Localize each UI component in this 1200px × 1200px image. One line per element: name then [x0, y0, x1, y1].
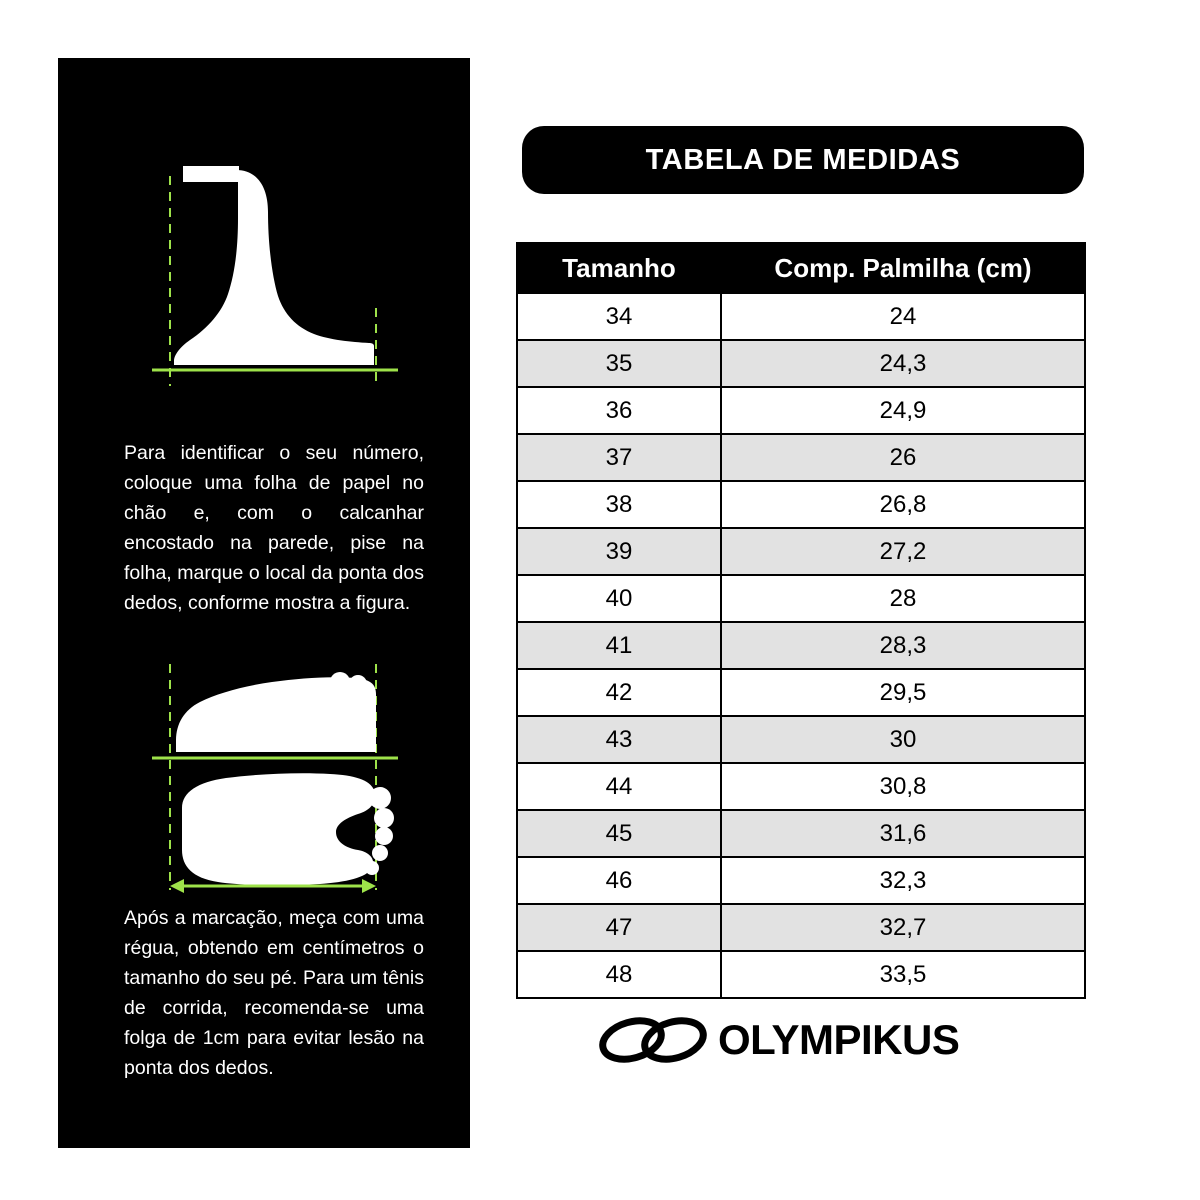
table-header-row [517, 243, 1085, 293]
table-row [517, 528, 1085, 575]
cell-insole: 27,2 [721, 528, 1085, 575]
table-row [517, 810, 1085, 857]
cell-size: 48 [517, 951, 721, 998]
cell-size: 35 [517, 340, 721, 387]
foot-length-measure-diagram [58, 628, 470, 918]
table-row [517, 669, 1085, 716]
cell-size: 44 [517, 763, 721, 810]
cell-insole: 26 [721, 434, 1085, 481]
cell-insole: 30,8 [721, 763, 1085, 810]
cell-insole: 28 [721, 575, 1085, 622]
cell-size: 40 [517, 575, 721, 622]
cell-insole: 24,3 [721, 340, 1085, 387]
table-row [517, 857, 1085, 904]
cell-size: 34 [517, 293, 721, 340]
size-table-body [517, 293, 1085, 998]
instruction-text-1: Para identificar o seu número, coloque uma folha de papel no chão e, com o calcanhar encostado na parede, pise na folha, marque o local da ponta dos dedos, conforme mostra a figura. [124, 442, 424, 615]
table-row [517, 622, 1085, 669]
cell-size: 46 [517, 857, 721, 904]
cell-size: 45 [517, 810, 721, 857]
cell-size: 42 [517, 669, 721, 716]
olympikus-rings-icon [596, 1014, 712, 1066]
cell-size: 47 [517, 904, 721, 951]
table-row [517, 434, 1085, 481]
cell-insole: 24 [721, 293, 1085, 340]
instructions-panel [58, 58, 470, 1148]
table-row [517, 716, 1085, 763]
cell-size: 37 [517, 434, 721, 481]
cell-insole: 31,6 [721, 810, 1085, 857]
page-title [522, 126, 1084, 194]
brand-logo [596, 1008, 1006, 1072]
table-row [517, 293, 1085, 340]
column-header-insole-length: Comp. Palmilha (cm) [721, 243, 1085, 293]
cell-insole: 30 [721, 716, 1085, 763]
cell-insole: 26,8 [721, 481, 1085, 528]
table-row [517, 481, 1085, 528]
foot-side-view-measure-diagram [58, 148, 470, 448]
brand-name: OLYMPIKUS [718, 1016, 960, 1063]
size-table [516, 242, 1086, 999]
table-row [517, 904, 1085, 951]
cell-insole: 32,3 [721, 857, 1085, 904]
cell-size: 43 [517, 716, 721, 763]
table-row [517, 575, 1085, 622]
page-title-text: TABELA DE MEDIDAS [645, 143, 961, 176]
cell-insole: 24,9 [721, 387, 1085, 434]
cell-insole: 32,7 [721, 904, 1085, 951]
table-row [517, 951, 1085, 998]
cell-insole: 28,3 [721, 622, 1085, 669]
instruction-text-2: Após a marcação, meça com uma régua, obtendo em centímetros o tamanho do seu pé. Para um tênis de corrida, recomenda-se uma folga de 1cm para evitar lesão na ponta dos dedos. [124, 907, 424, 1080]
table-row [517, 387, 1085, 434]
cell-size: 39 [517, 528, 721, 575]
cell-insole: 29,5 [721, 669, 1085, 716]
size-table-container [516, 242, 1084, 999]
cell-size: 36 [517, 387, 721, 434]
table-row [517, 340, 1085, 387]
cell-insole: 33,5 [721, 951, 1085, 998]
cell-size: 41 [517, 622, 721, 669]
cell-size: 38 [517, 481, 721, 528]
table-row [517, 763, 1085, 810]
column-header-size: Tamanho [517, 243, 721, 293]
